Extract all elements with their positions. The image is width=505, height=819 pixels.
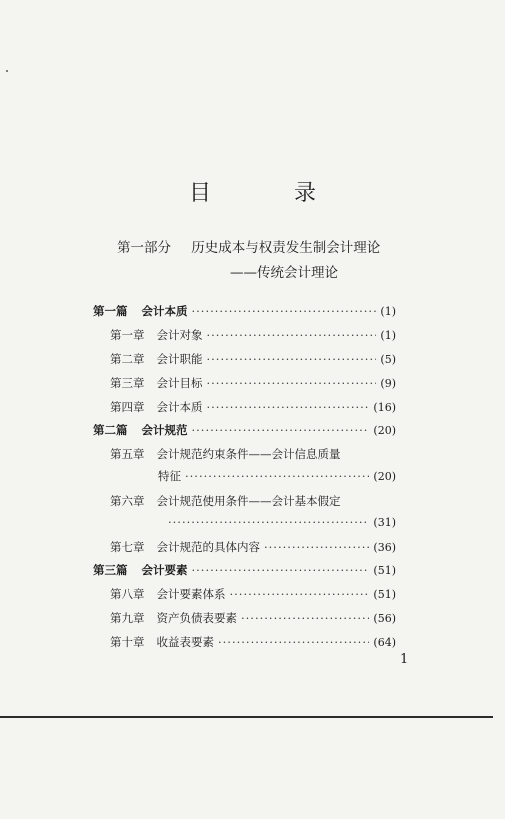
toc-title: 会计职能	[156, 352, 203, 366]
toc-title: 会计对象	[156, 328, 203, 342]
dot-leader	[192, 563, 370, 577]
toc-chapter-entry[interactable]	[110, 446, 396, 464]
part-subtitle: ——传统会计理论	[230, 265, 338, 281]
toc-page: (51)	[373, 564, 396, 577]
page-number: 1	[400, 652, 409, 667]
toc-number: 第一篇	[93, 304, 128, 318]
toc-page: (1)	[380, 329, 396, 342]
toc-number: 第三篇	[93, 563, 128, 577]
toc-page: (51)	[373, 588, 396, 601]
dot-leader	[207, 400, 370, 414]
dot-leader	[207, 352, 377, 366]
toc-page: (1)	[380, 305, 396, 318]
dot-leader	[168, 515, 369, 529]
toc-part-entry[interactable]	[93, 562, 396, 580]
part-title: 历史成本与权责发生制会计理论	[191, 240, 381, 256]
toc-chapter-entry[interactable]	[110, 493, 396, 511]
toc-part-entry[interactable]	[93, 303, 396, 321]
toc-number: 第二章	[110, 352, 145, 366]
toc-chapter-entry[interactable]	[110, 327, 396, 345]
toc-page: (5)	[380, 353, 396, 366]
toc-chapter-continuation[interactable]	[158, 468, 396, 486]
toc-title: 会计本质	[156, 400, 203, 414]
toc-number: 第七章	[110, 540, 145, 554]
toc-title: 会计规范	[141, 423, 188, 437]
toc-chapter-entry[interactable]	[110, 539, 396, 557]
toc-chapter-entry[interactable]	[110, 351, 396, 369]
toc-chapter-entry[interactable]	[110, 610, 396, 628]
dot-leader	[207, 376, 377, 390]
toc-chapter-entry[interactable]	[110, 634, 396, 652]
toc-page: (56)	[373, 612, 396, 625]
page-title: 目 录	[189, 181, 354, 206]
toc-chapter-continuation[interactable]	[168, 515, 396, 533]
toc-title: 会计要素	[141, 563, 188, 577]
toc-title: 收益表要素	[156, 635, 214, 649]
toc-page: (16)	[373, 401, 396, 414]
toc-page: (31)	[373, 516, 396, 529]
toc-title: 资产负债表要素	[156, 611, 237, 625]
toc-number: 第十章	[110, 635, 145, 649]
toc-page: (9)	[380, 377, 396, 390]
toc-number: 第四章	[110, 400, 145, 414]
scan-speck	[6, 70, 8, 72]
toc-page: (20)	[373, 424, 396, 437]
dot-leader	[185, 469, 369, 483]
toc-number: 第八章	[110, 587, 145, 601]
toc-title-continued: 特征	[158, 469, 181, 483]
toc-page: (20)	[373, 470, 396, 483]
dot-leader	[230, 587, 370, 601]
toc-page: (36)	[373, 541, 396, 554]
dot-leader	[264, 540, 369, 554]
toc-chapter-entry[interactable]	[110, 375, 396, 393]
toc-number: 第三章	[110, 376, 145, 390]
toc-number: 第六章	[110, 494, 145, 508]
toc-chapter-entry[interactable]	[110, 586, 396, 604]
part-heading	[117, 236, 380, 256]
dot-leader	[192, 423, 370, 437]
dot-leader	[207, 328, 377, 342]
dot-leader	[192, 304, 377, 318]
toc-number: 第二篇	[93, 423, 128, 437]
toc-title: 会计本质	[141, 304, 188, 318]
toc-page: (64)	[373, 636, 396, 649]
toc-title: 会计要素体系	[156, 587, 226, 601]
toc-title: 会计规范使用条件——会计基本假定	[156, 494, 341, 508]
dot-leader	[241, 611, 369, 625]
toc-number: 第九章	[110, 611, 145, 625]
toc-title: 会计目标	[156, 376, 203, 390]
toc-title: 会计规范约束条件——会计信息质量	[156, 447, 341, 461]
dot-leader	[218, 635, 369, 649]
toc-number: 第一章	[110, 328, 145, 342]
toc-title: 会计规范的具体内容	[156, 540, 260, 554]
toc-number: 第五章	[110, 447, 145, 461]
part-label: 第一部分	[117, 240, 171, 256]
toc-part-entry[interactable]	[93, 422, 396, 440]
page-bottom-rule	[0, 716, 493, 718]
toc-chapter-entry[interactable]	[110, 399, 396, 417]
